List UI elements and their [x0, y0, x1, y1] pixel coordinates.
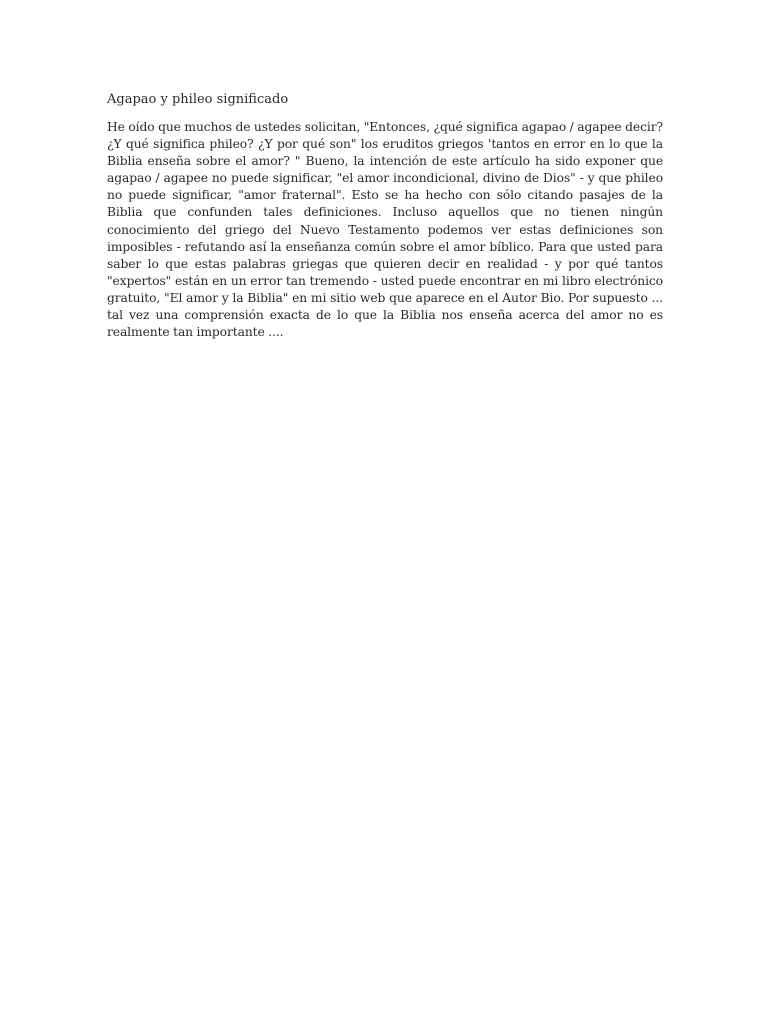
document-body-paragraph: He oído que muchos de ustedes solicitan, "Entonces, ¿qué significa agapao / agapee decir? ¿Y qué significa phileo? ¿Y por qué son" los eruditos griegos 'tantos en error en lo que la Biblia enseña sobre el amor? " Bueno, la intención de este artículo ha sido exponer que agapao / agapee no puede significar, "el amor incondicional, divino de Dios" - y que phileo no puede significar, "amor fraternal". Esto se ha hecho con sólo citando pasajes de la Biblia que confunden tales definiciones. Incluso aquellos que no tienen ningún conocimiento del griego del Nuevo Testamento podemos ver estas definiciones son imposibles - refutando así la enseñanza común sobre el amor bíblico. Para que usted para saber lo que estas palabras griegas que quieren decir en realidad - y por qué tantos "expertos" están en un error tan tremendo - usted puede encontrar en mi libro electrónico gratuito, "El amor y la Biblia" en mi sitio web que aparece en el Autor Bio. Por supuesto ... tal vez una comprensión exacta de lo que la Biblia nos enseña acerca del amor no es realmente tan importante ....: [107, 120, 663, 340]
document-title: Agapao y phileo significado: [107, 92, 289, 107]
document-content: [107, 91, 663, 341]
